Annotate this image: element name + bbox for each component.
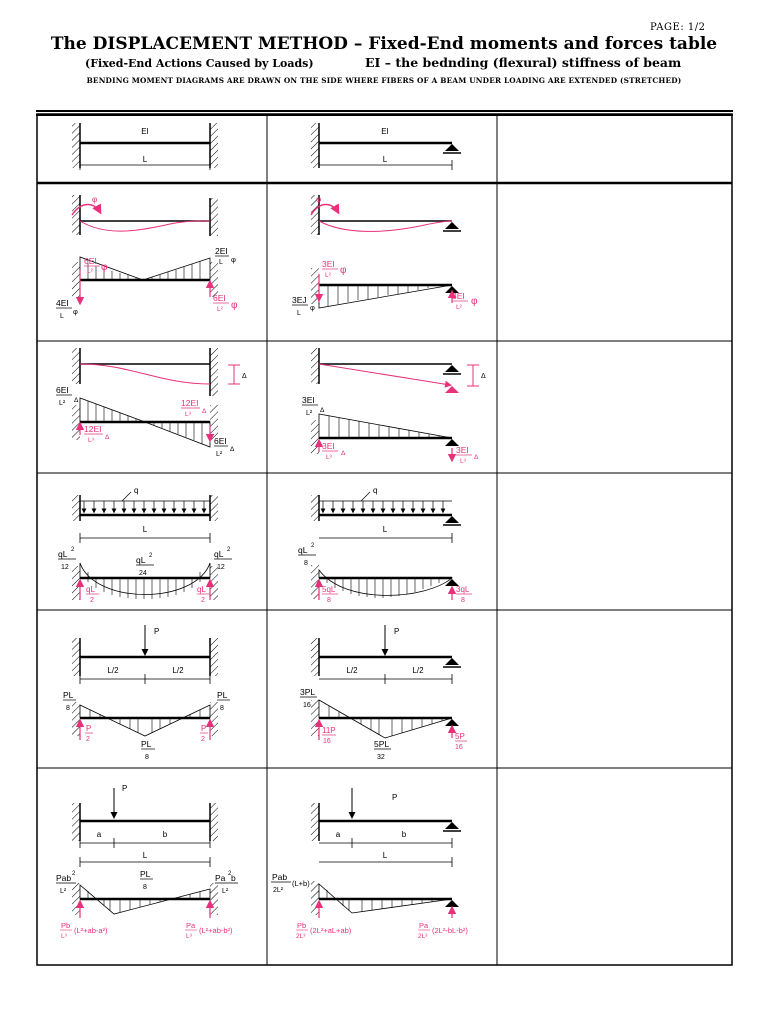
formula-text: L²	[87, 268, 93, 275]
formula-text: 8	[461, 597, 465, 604]
formula-text: Pa	[186, 921, 196, 930]
formula-text: Δ	[341, 450, 346, 457]
phi-label: φ	[92, 195, 98, 204]
formula-text: L³	[88, 437, 94, 444]
formula-text: φ	[316, 195, 322, 204]
formula-text: L	[142, 851, 148, 860]
formula-text: 3EI	[322, 259, 335, 269]
formula-text: L²	[456, 304, 462, 311]
formula-text: b	[401, 830, 407, 839]
formula-text: L	[382, 525, 388, 534]
formula-text: Δ	[481, 373, 486, 380]
row4-pinned-cell	[298, 486, 472, 604]
formula-text: L³	[186, 933, 192, 940]
formula-text: qL	[214, 549, 224, 559]
row6-pinned-cell	[271, 788, 468, 940]
row1-pinned-cell	[311, 123, 461, 170]
formula-text: L	[297, 310, 301, 317]
formula-text: L³	[326, 454, 332, 461]
formula-text: 16	[303, 702, 311, 709]
formula-text: L²	[222, 888, 229, 895]
moment-right-num: 2EI	[215, 246, 228, 256]
formula-text: 8	[145, 754, 149, 761]
formula-text: a	[96, 830, 102, 839]
formula-text: qL	[58, 549, 68, 559]
formula-text: Δ	[474, 454, 479, 461]
formula-text: qL	[86, 585, 95, 594]
formula-text: φ	[231, 255, 236, 264]
formula-text: qL	[136, 555, 146, 565]
formula-text: 3EI	[322, 441, 335, 451]
formula-text: Δ	[320, 407, 325, 414]
formula-text: 3EJ	[292, 295, 307, 305]
formula-text: 24	[139, 570, 147, 577]
formula-text: 6EI	[214, 436, 227, 446]
formula-text: 3EI	[452, 291, 465, 301]
formula-text: Pab	[56, 873, 72, 883]
formula-text: L²	[59, 400, 66, 407]
ei-label: EI	[381, 127, 389, 136]
formula-text: L/2	[172, 666, 184, 675]
formula-text: L²	[306, 410, 313, 417]
formula-text: 12	[217, 564, 225, 571]
formula-text: 8	[327, 597, 331, 604]
formula-text: 32	[377, 754, 385, 761]
formula-text: 3EI	[456, 445, 469, 455]
formula-text: PL	[141, 739, 152, 749]
formula-text: 2	[72, 871, 76, 877]
formula-text: 5P	[455, 732, 465, 741]
formula-text: 16	[323, 738, 331, 745]
formula-text: P	[154, 627, 160, 636]
moment-left-black: 4EI	[56, 298, 69, 308]
formula-text: 5PL	[374, 739, 390, 749]
formula-text: Pa	[215, 873, 226, 883]
formula-text: 2	[311, 543, 315, 549]
formula-text: Pab	[272, 872, 288, 882]
formula-text: 5qL	[322, 585, 336, 594]
row5-pinned-cell	[300, 625, 467, 761]
formula-text: L²	[325, 272, 331, 279]
row2-pinned-cell	[292, 195, 478, 317]
formula-text: φ	[340, 265, 347, 276]
formula-text: 16	[455, 744, 463, 751]
formula-text: L	[219, 259, 223, 266]
row3-fixed-cell	[56, 348, 247, 458]
formula-text: 2L³	[418, 933, 428, 940]
formula-text: 12EI	[181, 398, 199, 408]
formula-text: qL	[197, 585, 206, 594]
formula-text: L³	[185, 411, 191, 418]
formula-text: qL	[298, 545, 308, 555]
row4-fixed-cell	[58, 486, 232, 604]
delta-label: Δ	[242, 373, 247, 380]
formula-text: L³	[460, 458, 466, 465]
formula-text: q	[373, 486, 378, 495]
formula-text: 2L³	[296, 933, 306, 940]
formula-text: φ	[310, 303, 315, 312]
formula-text: 2	[228, 871, 232, 877]
formula-text: a	[335, 830, 341, 839]
formula-text: 2	[149, 553, 153, 559]
formula-text: P	[201, 724, 207, 733]
subtitle-right: EI – the bednding (flexural) stiffness of beam	[365, 55, 682, 70]
page-number: PAGE: 1/2	[650, 22, 706, 33]
formula-text: 2	[227, 547, 231, 553]
formula-text: 2	[201, 736, 205, 743]
formula-text: b	[231, 873, 236, 883]
formula-text: L²	[217, 306, 223, 313]
formula-text: (2L²+aL+ab)	[310, 926, 352, 935]
formula-text: P	[394, 627, 400, 636]
formula-text: 8	[220, 705, 224, 712]
formula-text: (L²+ab-b²)	[199, 926, 233, 935]
formula-text: 2	[71, 547, 75, 553]
formula-text: PL	[217, 690, 228, 700]
row3-pinned-cell	[302, 348, 486, 465]
formula-text: L²	[60, 888, 67, 895]
sign-convention-note: BENDING MOMENT DIAGRAMS ARE DRAWN ON THE SIDE WHERE FIBERS OF A BEAM UNDER LOADING ARE EXTENDED (STRETCHED)	[86, 76, 682, 85]
row6-fixed-cell	[56, 784, 238, 940]
formula-text: P	[392, 793, 398, 802]
formula-text: L	[142, 525, 148, 534]
formula-text: 11P	[322, 726, 336, 735]
formula-text: L	[382, 851, 388, 860]
subtitle-left: (Fixed-End Actions Caused by Loads)	[85, 57, 314, 70]
span-label: L	[382, 155, 388, 164]
formula-text: Δ	[230, 446, 235, 453]
formula-text: P	[122, 784, 128, 793]
formula-text: Δ	[105, 434, 110, 441]
formula-text: b	[162, 830, 168, 839]
formula-text: P	[86, 724, 92, 733]
formula-text: 8	[143, 884, 147, 891]
reaction-right: 6EI	[213, 293, 226, 303]
formula-text: 3qL	[456, 585, 470, 594]
formula-text: L²	[216, 451, 223, 458]
table-grid	[37, 114, 732, 965]
formula-text: φ	[73, 307, 78, 316]
formula-text: 8	[66, 705, 70, 712]
row5-fixed-cell	[63, 625, 230, 761]
formula-text: 8	[304, 560, 308, 567]
formula-text: 2	[86, 736, 90, 743]
formula-text: 2L²	[273, 887, 284, 894]
formula-text: Pb	[61, 921, 71, 930]
ei-label: EI	[141, 127, 149, 136]
formula-text: PL	[140, 869, 151, 879]
formula-text: Δ	[74, 397, 79, 404]
formula-text: L	[60, 313, 64, 320]
formula-text: L/2	[412, 666, 424, 675]
moment-left-num: 6EI	[84, 256, 97, 266]
formula-text: 12	[61, 564, 69, 571]
formula-text: 2	[90, 597, 94, 604]
formula-text: (2L²-bL-b²)	[432, 926, 468, 935]
q-label: q	[134, 486, 139, 495]
formula-text: L/2	[107, 666, 119, 675]
formula-text: φ	[101, 262, 108, 273]
formula-text: (L+b)	[292, 879, 310, 888]
formula-text: Pa	[419, 921, 429, 930]
formula-text: L³	[61, 933, 67, 940]
formula-text: φ	[471, 296, 478, 307]
formula-text: L/2	[346, 666, 358, 675]
formula-text: 2	[201, 597, 205, 604]
formula-text: φ	[231, 300, 238, 311]
row1-fixed-cell	[72, 123, 218, 170]
span-label: L	[142, 155, 148, 164]
page-title: The DISPLACEMENT METHOD – Fixed-End moments and forces table	[50, 34, 718, 54]
formula-text: 12EI	[84, 424, 102, 434]
formula-text: PL	[63, 690, 74, 700]
formula-text: Δ	[202, 408, 207, 415]
formula-text: 3PL	[300, 687, 316, 697]
row2-fixed-cell	[56, 195, 238, 320]
formula-text: 6EI	[56, 385, 69, 395]
formula-text: Pb	[297, 921, 307, 930]
formula-text: 3EI	[302, 395, 315, 405]
formula-text: (L²+ab-a²)	[74, 926, 108, 935]
